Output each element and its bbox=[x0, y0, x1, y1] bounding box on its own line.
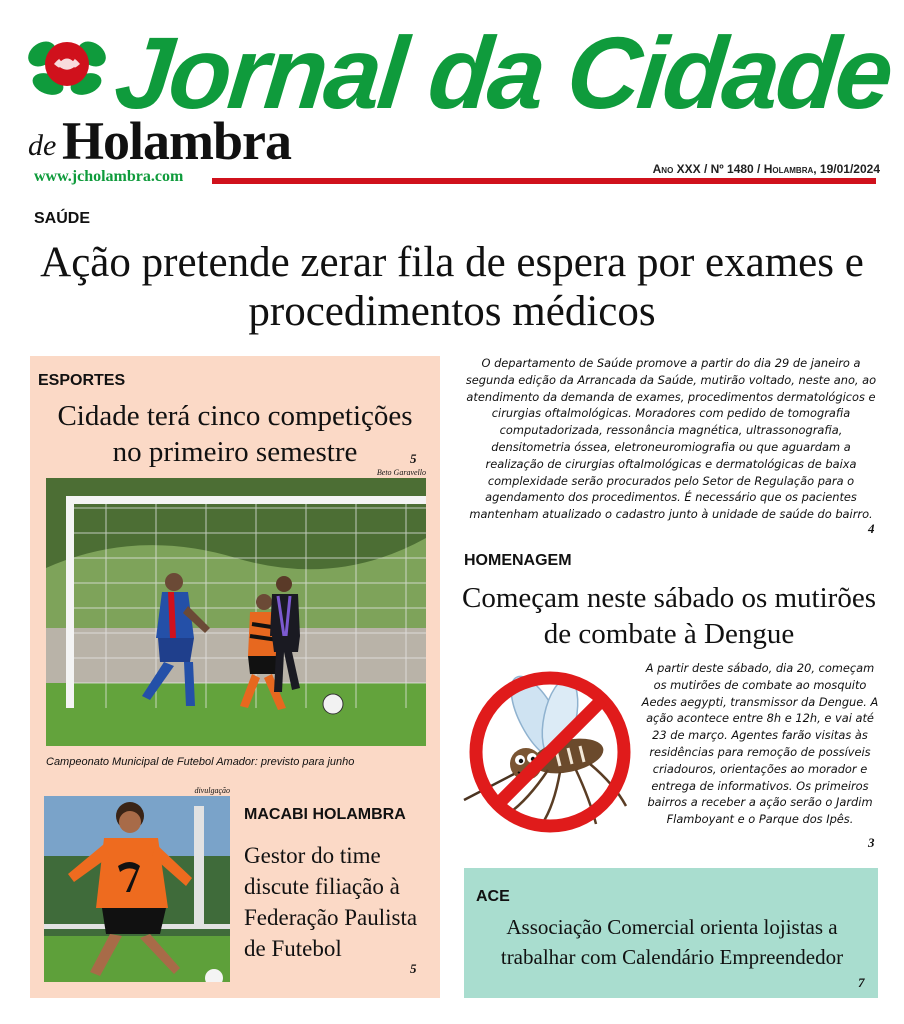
sports-photo-credit: Beto Garavello bbox=[376, 468, 426, 477]
sports-kicker: ESPORTES bbox=[38, 372, 126, 389]
macabi-kicker: MACABI HOLAMBRA bbox=[244, 806, 406, 823]
no-mosquito-icon bbox=[456, 660, 644, 842]
edition-info: Ano XXX / Nº 1480 / Holambra, 19/01/2024 bbox=[652, 162, 880, 176]
masthead-prefix: de bbox=[28, 129, 57, 162]
ace-page-number: 7 bbox=[858, 975, 865, 990]
masthead-city: Holambra bbox=[62, 111, 291, 171]
macabi-player-photo[interactable] bbox=[44, 796, 230, 982]
lead-headline[interactable]: Ação pretende zerar fila de espera por exames e procedimentos médicos bbox=[40, 239, 864, 335]
soccer-match-photo[interactable] bbox=[46, 478, 426, 746]
ace-headline[interactable]: Associação Comercial orienta lojistas a trabalhar com Calendário Empreendedor bbox=[500, 915, 844, 969]
macabi-page-number: 5 bbox=[410, 961, 417, 976]
dengue-page-number: 3 bbox=[868, 835, 875, 850]
sports-headline[interactable]: Cidade terá cinco competições no primeiro semestre bbox=[57, 400, 413, 468]
macabi-headline[interactable]: Gestor do time discute filiação à Federação Paulista de Futebol bbox=[244, 843, 418, 961]
sports-page-number: 5 bbox=[410, 451, 417, 466]
sports-photo-caption: Campeonato Municipal de Futebol Amador: previsto para junho bbox=[46, 756, 355, 768]
masthead-title[interactable]: Jornal da Cidade bbox=[110, 16, 896, 130]
macabi-photo-credit: divulgação bbox=[194, 786, 230, 795]
dengue-kicker: HOMENAGEM bbox=[464, 552, 572, 569]
masthead-rule bbox=[212, 178, 876, 184]
lead-page-number: 4 bbox=[868, 521, 875, 536]
lead-kicker: SAÚDE bbox=[34, 210, 91, 227]
lead-body-text: O departamento de Saúde promove a partir do dia 29 de janeiro a segunda edição da Arrancada da Saúde, mutirão voltado, neste ano, ao atendimento da demanda de exames, procedimentos dermatológicos e cirurgias oftalmológicas. Moradores com pedido de tomografia computadorizada, ressonância magnética, ultrassonografia, densitometria óssea, eletroneuromiografia ou que aguardam a realização de cirurgias oftalmológicas e dermatológicas de baixa complexidade serão procurados pelo Setor de Regulação para o agendamento dos procedimentos. É necessário que os pacientes mantenham atualizado o cadastro junto à unidade de saúde do bairro. bbox=[465, 356, 877, 522]
rose-logo-icon[interactable] bbox=[26, 30, 108, 100]
masthead-url-link[interactable]: www.jcholambra.com bbox=[34, 168, 184, 185]
dengue-body-text: A partir deste sábado, dia 20, começam os mutirões de combate ao mosquito Aedes aegypti, transmissor da Dengue. A ação acontece entre 8h e 12h, e vai até 23 de março. Agentes farão visitas às residências para remoção de possíveis criadouros, orientações ao morador e entrega de informativos. Os primeiros bairros a receber a ação serão o Jardim Flamboyant e o Parque dos Ipês. bbox=[641, 661, 879, 827]
dengue-headline[interactable]: Começam neste sábado os mutirões de combate à Dengue bbox=[462, 582, 876, 650]
ace-kicker: ACE bbox=[476, 888, 510, 905]
